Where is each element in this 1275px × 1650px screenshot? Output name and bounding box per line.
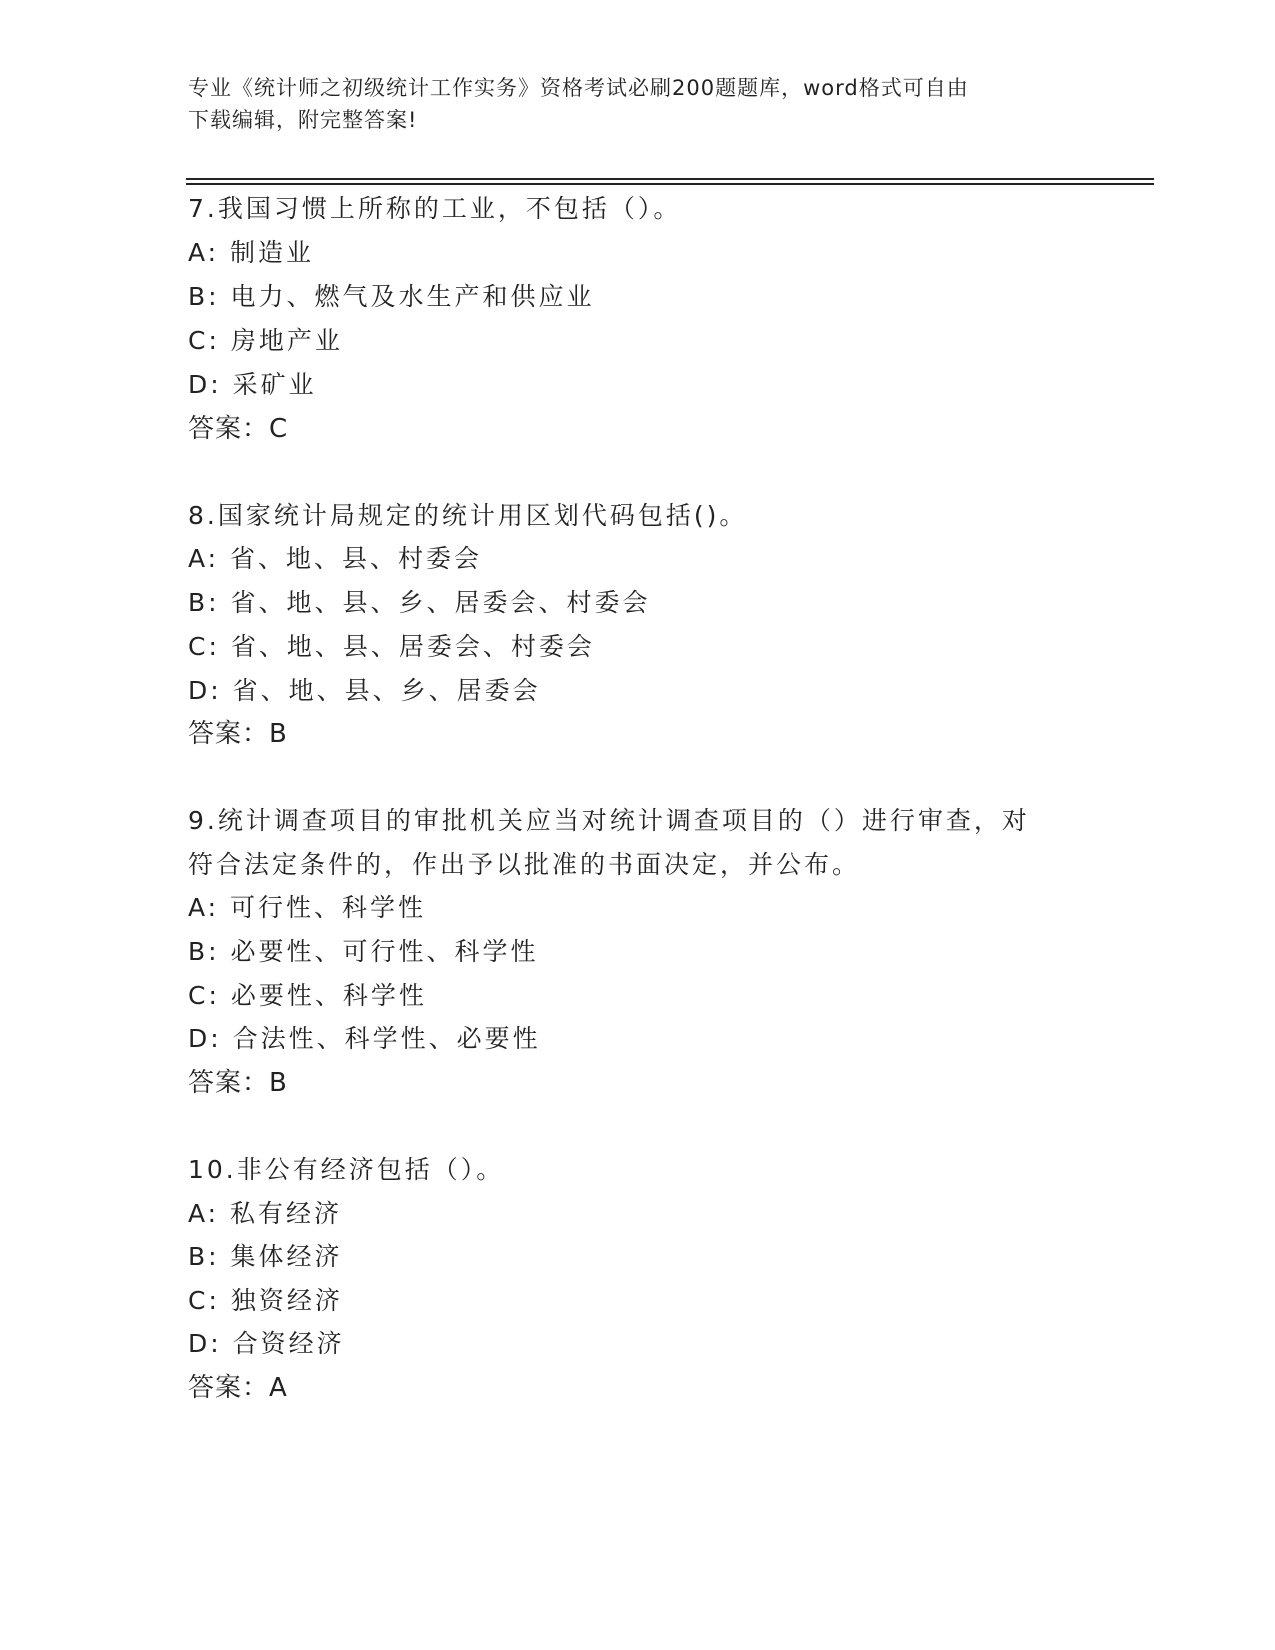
question-7-stem: 7.我国习惯上所称的工业，不包括（）。 <box>188 194 682 223</box>
question-7-option-c: C: 房地产业 <box>188 326 343 355</box>
header-line-1: 专业《统计师之初级统计工作实务》资格考试必刷200题题库，word格式可自由 <box>188 76 969 100</box>
question-8-option-d: D: 省、地、县、乡、居委会 <box>188 676 541 705</box>
header-divider-bottom <box>186 183 1154 185</box>
question-9-option-a: A: 可行性、科学性 <box>188 893 427 922</box>
question-8-option-b: B: 省、地、县、乡、居委会、村委会 <box>188 588 651 617</box>
question-9-answer: 答案：B <box>188 1068 288 1098</box>
question-9-option-c: C: 必要性、科学性 <box>188 981 427 1010</box>
question-7-answer: 答案：C <box>188 414 289 444</box>
question-7-option-a: A: 制造业 <box>188 238 315 267</box>
question-8-stem: 8.国家统计局规定的统计用区划代码包括()。 <box>188 501 748 530</box>
question-8-option-a: A: 省、地、县、村委会 <box>188 544 483 573</box>
header-line-2: 下载编辑，附完整答案! <box>188 108 418 132</box>
header-divider-top <box>186 178 1154 180</box>
question-10-option-c: C: 独资经济 <box>188 1286 343 1315</box>
question-9-option-d: D: 合法性、科学性、必要性 <box>188 1024 541 1053</box>
document-header <box>188 72 1068 136</box>
question-10-option-b: B: 集体经济 <box>188 1242 343 1271</box>
question-10-option-a: A: 私有经济 <box>188 1199 343 1228</box>
question-10-answer: 答案：A <box>188 1373 288 1403</box>
question-10-stem: 10.非公有经济包括（）。 <box>188 1155 505 1184</box>
question-9-stem-line-1: 9.统计调查项目的审批机关应当对统计调查项目的（）进行审查，对 <box>188 806 1030 835</box>
question-8-option-c: C: 省、地、县、居委会、村委会 <box>188 632 595 661</box>
question-9-stem-line-2: 符合法定条件的，作出予以批准的书面决定，并公布。 <box>188 850 861 879</box>
question-7-option-d: D: 采矿业 <box>188 370 317 399</box>
question-7-option-b: B: 电力、燃气及水生产和供应业 <box>188 282 595 311</box>
question-10-option-d: D: 合资经济 <box>188 1329 345 1358</box>
question-8-answer: 答案：B <box>188 719 288 749</box>
question-9-option-b: B: 必要性、可行性、科学性 <box>188 937 539 966</box>
